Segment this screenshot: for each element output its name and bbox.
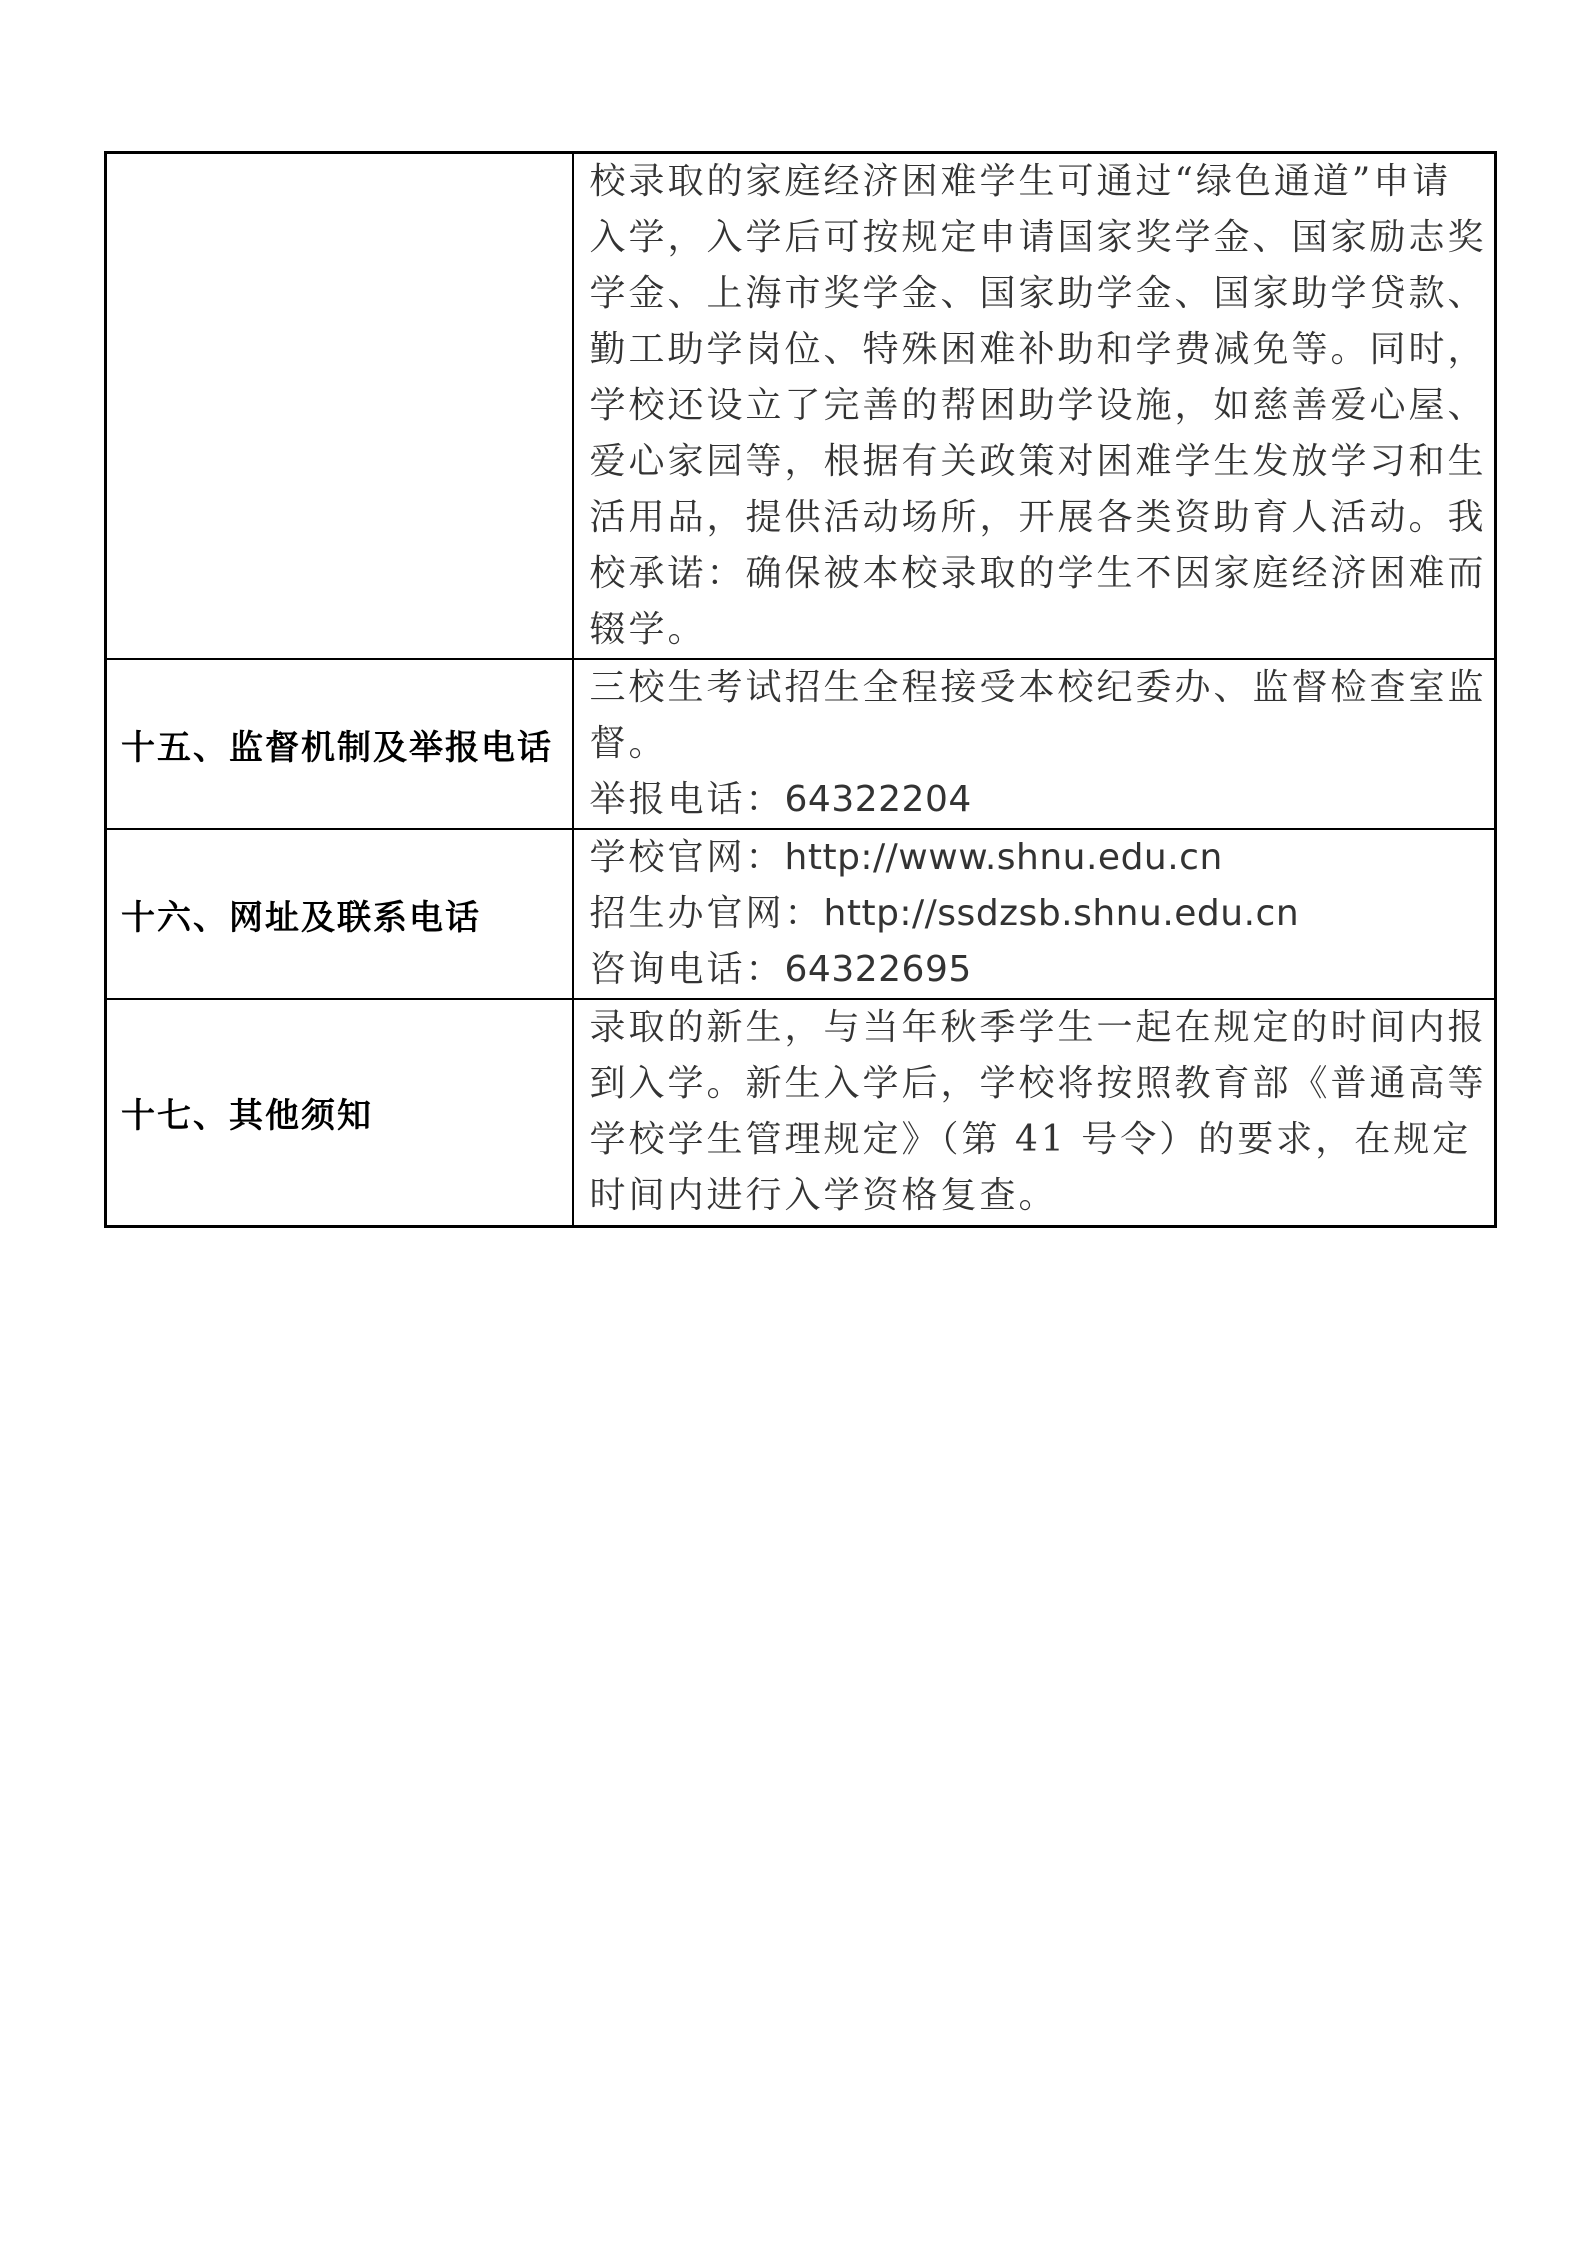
row-label-supervision: 十五、监督机制及举报电话 <box>106 659 573 829</box>
school-website-link[interactable]: http://www.shnu.edu.cn <box>784 837 1223 878</box>
website-contact-content <box>573 829 1496 999</box>
content-line: 到入学。新生入学后，学校将按照教育部《普通高等 <box>589 1063 1487 1105</box>
table-row-website-contact <box>106 829 1496 999</box>
admissions-website-link[interactable]: http://ssdzsb.shnu.edu.cn <box>823 893 1300 934</box>
content-line: 校承诺：确保被本校录取的学生不因家庭经济困难而 <box>589 553 1487 594</box>
supervision-content <box>573 659 1496 829</box>
report-phone-label: 举报电话： <box>589 779 785 820</box>
table-row-financial-aid-continued <box>106 153 1496 660</box>
content-line: 录取的新生，与当年秋季学生一起在规定的时间内报 <box>589 1007 1487 1049</box>
inquiry-phone-line <box>590 942 1481 998</box>
row-label-website-contact: 十六、网址及联系电话 <box>106 829 573 999</box>
inquiry-phone-label: 咨询电话： <box>589 949 785 990</box>
other-notes-content <box>573 999 1496 1226</box>
content-line: 校录取的家庭经济困难学生可通过“绿色通道”申请 <box>589 161 1452 202</box>
content-line: 学校学生管理规定》（第 41 号令）的要求，在规定 <box>589 1119 1472 1161</box>
school-website-line <box>590 830 1481 886</box>
content-line: 学校还设立了完善的帮困助学设施，如慈善爱心屋、 <box>589 385 1487 426</box>
content-line: 爱心家园等，根据有关政策对困难学生发放学习和生 <box>589 441 1487 482</box>
report-phone-line <box>590 772 1481 828</box>
row-label-other-notes: 十七、其他须知 <box>106 999 573 1226</box>
school-website-label: 学校官网： <box>589 837 785 878</box>
admissions-website-line <box>590 886 1481 942</box>
content-line: 学金、上海市奖学金、国家助学金、国家助学贷款、 <box>589 273 1487 314</box>
table-row-other-notes <box>106 999 1496 1226</box>
report-phone-value: 64322204 <box>784 779 972 820</box>
admissions-info-table <box>104 151 1497 1228</box>
inquiry-phone-value: 64322695 <box>784 949 972 990</box>
content-line: 辍学。 <box>589 609 707 650</box>
content-line: 勤工助学岗位、特殊困难补助和学费减免等。同时， <box>589 329 1487 370</box>
admissions-website-label: 招生办官网： <box>589 893 824 934</box>
row-label-empty <box>106 153 573 660</box>
content-line: 时间内进行入学资格复查。 <box>589 1175 1058 1217</box>
content-line: 三校生考试招生全程接受本校纪委办、监督检查室监 <box>589 667 1487 708</box>
financial-aid-content <box>573 153 1496 660</box>
content-line: 活用品，提供活动场所，开展各类资助育人活动。我 <box>589 497 1487 538</box>
content-line: 督。 <box>589 723 668 764</box>
content-line: 入学，入学后可按规定申请国家奖学金、国家励志奖 <box>589 217 1487 258</box>
table-row-supervision <box>106 659 1496 829</box>
